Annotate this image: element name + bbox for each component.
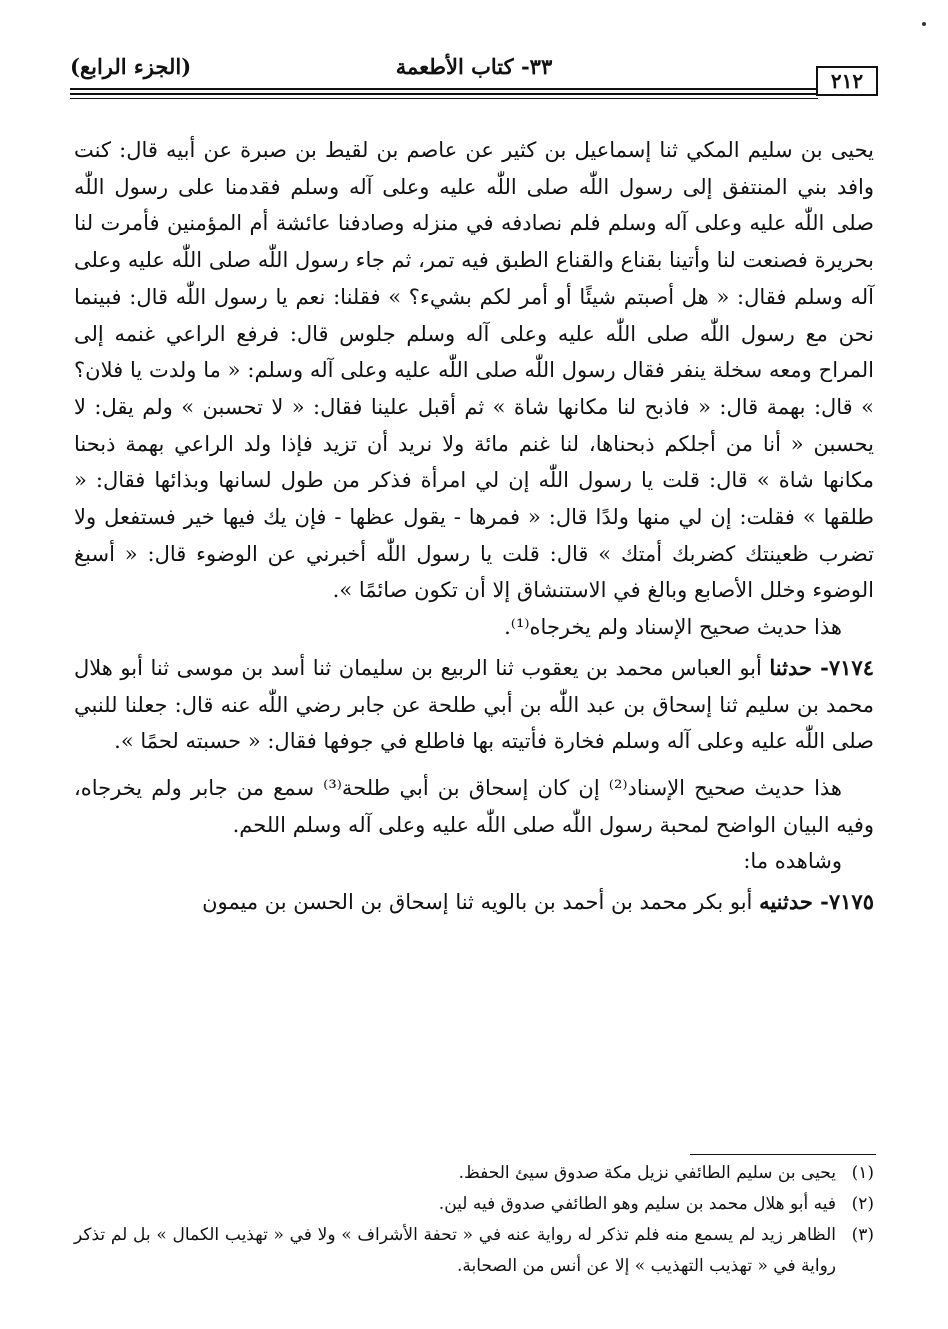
footnotes [74,1158,874,1282]
footnote [74,1189,874,1220]
grading-note: هذا حديث صحيح الإسناد⁽²⁾ إن كان إسحاق بن أبي طلحة⁽³⁾ سمع من جابر ولم يخرجاه، وفيه البيان الواضح لمحبة رسول اللّٰه صلى اللّٰه عليه وعلى آله وسلم اللحم. [74,775,874,837]
header-rule [70,93,818,95]
header-rule [70,98,818,99]
scan-speck [922,22,926,26]
chapter-title: ٣٣- كتاب الأطعمة [395,54,553,79]
hadith-number: ٧١٧٥- حدثنيه [759,889,874,915]
hadith-7175 [74,884,874,921]
footnote-number: (٢) [851,1194,874,1214]
page-number: ٢١٢ [816,66,878,96]
header-rule [70,88,818,90]
witness-intro: وشاهده ما: [743,849,842,874]
footnote-text: فيه أبو هلال محمد بن سليم وهو الطائفي صدوق فيه لين. [438,1194,836,1214]
page-header [70,52,878,102]
footnote-text: يحيى بن سليم الطائفي نزيل مكة صدوق سيئ الحفظ. [458,1163,836,1183]
footnote-number: (١) [851,1163,874,1183]
footnote-text: الظاهر زيد لم يسمع منه فلم تذكر له رواية عنه في « تحفة الأشراف » ولا في « تهذيب الكمال » بل لم تذكر رواية في « تهذيب التهذيب » إلا عن أنس من الصحابة. [74,1225,836,1276]
hadith-text: أبو العباس محمد بن يعقوب ثنا الربيع بن سليمان ثنا أسد بن موسى ثنا أبو هلال محمد بن سليم ثنا إسحاق بن عبد اللّٰه بن أبي طلحة عن جابر رضي اللّٰه عنه قال: جعلنا للنبي صلى اللّٰه عليه وعلى آله وسلم فخارة فأتيته بها فاطلع في جوفها فقال: « حسبته لحمًا ». [74,655,874,754]
volume-label: (الجزء الرابع) [70,54,192,79]
footnote-number: (٣) [851,1225,874,1245]
footnote [74,1158,874,1189]
hadith-continuation: يحيى بن سليم المكي ثنا إسماعيل بن كثير عن عاصم بن لقيط بن صبرة عن أبيه قال: كنت وافد بني المنتفق إلى رسول اللّٰه صلى اللّٰه عليه وعلى آله وسلم فقدمنا على رسول اللّٰه صلى اللّٰه عليه وعلى آله وسلم فلم نصادفه في منزله وصادفنا عائشة أم المؤمنين فأمرت لنا بحريرة فصنعت لنا وأتينا بقناع والقناع الطبق فيه تمر، ثم جاء رسول اللّٰه صلى اللّٰه عليه وعلى آله وسلم فقال: « هل أصبتم شيئًا أو أمر لكم بشيء؟ » فقلنا: نعم يا رسول اللّٰه قال: فبينما نحن مع رسول اللّٰه صلى اللّٰه عليه وعلى آله وسلم جلوس قال: فرفع الراعي غنمه إلى المراح ومعه سخلة ينفر فقال رسول اللّٰه صلى اللّٰه عليه وعلى آله وسلم: « ما ولدت يا فلان؟ » قال: بهمة قال: « فاذبح لنا مكانها شاة » ثم أقبل علينا فقال: « لا تحسبن » ولم يقل: لا يحسبن « أنا من أجلكم ذبحناها، لنا غنم مائة ولا نريد أن تزيد فإذا ولد الراعي بهمة ذبحنا مكانها شاة » قال: قلت يا رسول اللّٰه إن لي امرأة فذكر من طول لسانها وبذائها فقال: « طلقها » فقلت: إن لي منها ولدًا قال: « فمرها - يقول عظها - فإن يك فيها خير فستفعل ولا تضرب ظعينتك كضربك أمتك » قال: قلت يا رسول اللّٰه أخبرني عن الوضوء قال: « أسبغ الوضوء وخلل الأصابع وبالغ في الاستنشاق إلا أن تكون صائمًا ». [74,138,874,603]
hadith-number: ٧١٧٤- حدثنا [769,654,874,680]
main-text [74,132,874,921]
footnote [74,1220,874,1282]
footnote-separator [690,1154,876,1155]
grading-note: هذا حديث صحيح الإسناد ولم يخرجاه⁽¹⁾. [504,615,842,640]
hadith-7174 [74,650,874,760]
hadith-text: أبو بكر محمد بن أحمد بن بالويه ثنا إسحاق بن الحسن بن ميمون [202,890,760,915]
